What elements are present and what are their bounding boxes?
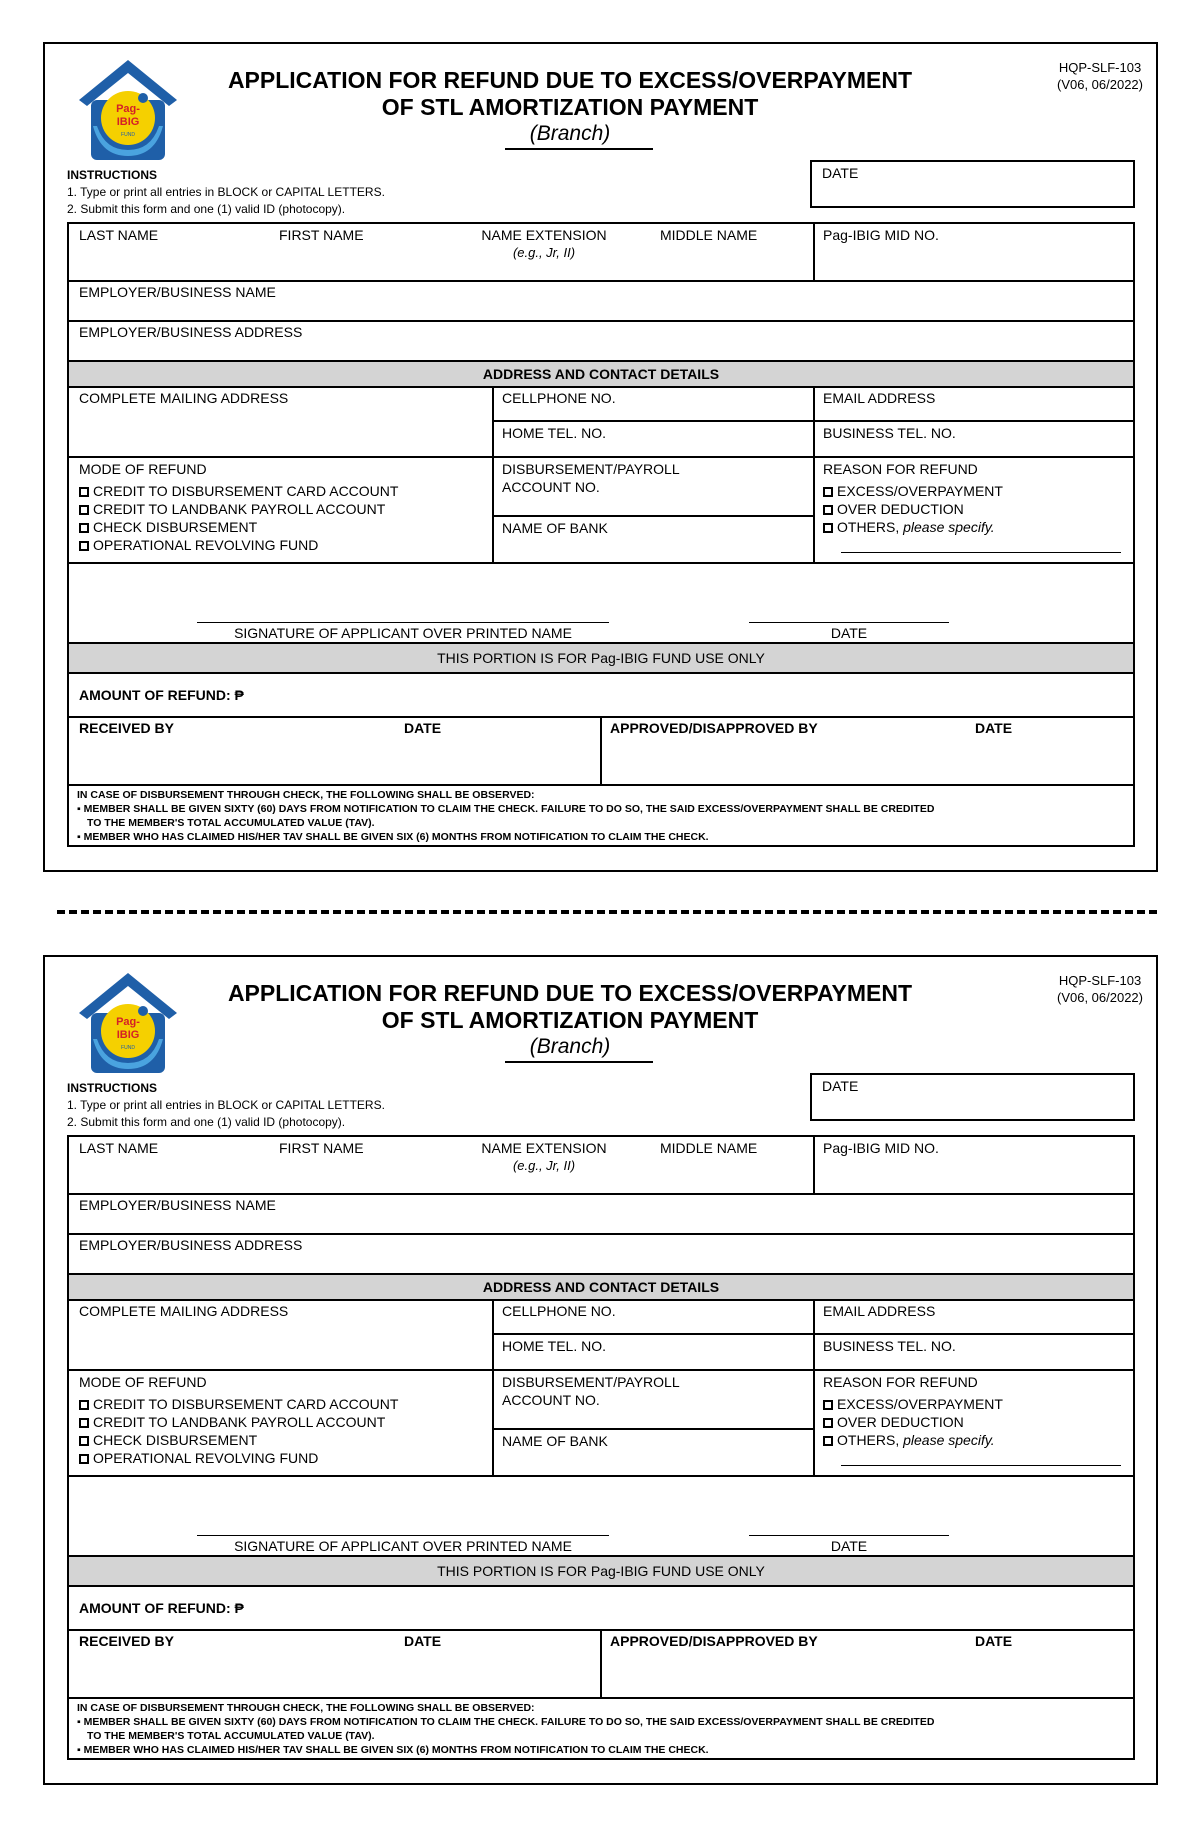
- fund-use-only-header: THIS PORTION IS FOR Pag-IBIG FUND USE ONLY: [69, 644, 1133, 672]
- employer-name-field[interactable]: EMPLOYER/BUSINESS NAME: [79, 1197, 276, 1213]
- form-code: HQP-SLF-103 (V06, 06/2022): [1056, 973, 1143, 1005]
- employer-name-field[interactable]: EMPLOYER/BUSINESS NAME: [79, 284, 276, 300]
- checkbox-icon[interactable]: [79, 523, 89, 533]
- checkbox-icon[interactable]: [79, 1454, 89, 1464]
- employer-address-field[interactable]: EMPLOYER/BUSINESS ADDRESS: [79, 324, 303, 340]
- mailing-address-field[interactable]: COMPLETE MAILING ADDRESS: [79, 1303, 289, 1319]
- mode-option[interactable]: CREDIT TO DISBURSEMENT CARD ACCOUNT: [79, 1395, 398, 1413]
- mid-no-field[interactable]: Pag-IBIG MID NO.: [823, 1140, 939, 1156]
- mailing-address-field[interactable]: COMPLETE MAILING ADDRESS: [79, 390, 289, 406]
- others-specify-line[interactable]: [841, 552, 1121, 553]
- disbursement-account-field[interactable]: DISBURSEMENT/PAYROLL ACCOUNT NO.: [502, 1374, 680, 1408]
- pag-ibig-logo-icon: [73, 56, 183, 164]
- reason-option-others[interactable]: OTHERS, please specify.: [823, 518, 995, 536]
- bank-name-field[interactable]: NAME OF BANK: [502, 520, 608, 536]
- cellphone-field[interactable]: CELLPHONE NO.: [502, 390, 616, 406]
- date-field[interactable]: DATE: [810, 160, 1135, 208]
- reason-option[interactable]: EXCESS/OVERPAYMENT: [823, 1395, 1003, 1413]
- checkbox-icon[interactable]: [79, 1418, 89, 1428]
- svg-text:Pag-: Pag-: [116, 103, 140, 115]
- mode-option[interactable]: OPERATIONAL REVOLVING FUND: [79, 1449, 318, 1467]
- email-field[interactable]: EMAIL ADDRESS: [823, 1303, 936, 1319]
- name-extension-field[interactable]: NAME EXTENSION (e.g., Jr, II): [481, 227, 607, 260]
- check-disbursement-notice: IN CASE OF DISBURSEMENT THROUGH CHECK, THE FOLLOWING SHALL BE OBSERVED: ▪ MEMBER SHALL BE GIVEN SIXTY (60) DAYS FROM NOTIFICATION TO CLAIM THE CHECK. FAILURE TO DO SO, THE SAID EXCESS/OVERPAYMENT SHALL BE CREDITED TO THE MEMBER'S TOTAL ACCUMULATED VALUE (TAV). ▪ MEMBER WHO HAS CLAIMED HIS/HER TAV SHALL BE GIVEN SIX (6) MONTHS FROM NOTIFICATION TO CLAIM THE CHECK.: [77, 789, 935, 843]
- address-section-header: ADDRESS AND CONTACT DETAILS: [69, 1275, 1133, 1299]
- mode-option[interactable]: CREDIT TO DISBURSEMENT CARD ACCOUNT: [79, 482, 398, 500]
- mode-of-refund-label: MODE OF REFUND: [79, 461, 207, 477]
- date-field[interactable]: DATE: [810, 1073, 1135, 1121]
- signature-date-line[interactable]: [749, 1535, 949, 1536]
- checkbox-icon[interactable]: [823, 505, 833, 515]
- signature-date-line[interactable]: [749, 622, 949, 623]
- employer-address-field[interactable]: EMPLOYER/BUSINESS ADDRESS: [79, 1237, 303, 1253]
- branch-line[interactable]: [505, 1061, 653, 1063]
- branch-line[interactable]: [505, 148, 653, 150]
- svg-text:FUND: FUND: [121, 132, 135, 138]
- check-disbursement-notice: IN CASE OF DISBURSEMENT THROUGH CHECK, THE FOLLOWING SHALL BE OBSERVED: ▪ MEMBER SHALL BE GIVEN SIXTY (60) DAYS FROM NOTIFICATION TO CLAIM THE CHECK. FAILURE TO DO SO, THE SAID EXCESS/OVERPAYMENT SHALL BE CREDITED TO THE MEMBER'S TOTAL ACCUMULATED VALUE (TAV). ▪ MEMBER WHO HAS CLAIMED HIS/HER TAV SHALL BE GIVEN SIX (6) MONTHS FROM NOTIFICATION TO CLAIM THE CHECK.: [77, 1702, 935, 1756]
- checkbox-icon[interactable]: [79, 1436, 89, 1446]
- svg-text:Pag-: Pag-: [116, 1016, 140, 1028]
- checkbox-icon[interactable]: [79, 505, 89, 515]
- mode-of-refund-label: MODE OF REFUND: [79, 1374, 207, 1390]
- svg-text:IBIG: IBIG: [116, 116, 140, 128]
- checkbox-icon[interactable]: [79, 541, 89, 551]
- branch-label: (Branch): [529, 1035, 611, 1058]
- pag-ibig-logo-icon: [73, 969, 183, 1077]
- business-tel-field[interactable]: BUSINESS TEL. NO.: [823, 425, 956, 441]
- reason-for-refund-label: REASON FOR REFUND: [823, 1374, 978, 1390]
- cellphone-field[interactable]: CELLPHONE NO.: [502, 1303, 616, 1319]
- received-by-field[interactable]: RECEIVED BY: [79, 720, 174, 736]
- checkbox-icon[interactable]: [823, 487, 833, 497]
- instructions: INSTRUCTIONS 1. Type or print all entries in BLOCK or CAPITAL LETTERS. 2. Submit this form and one (1) valid ID (photocopy).: [67, 1081, 385, 1129]
- mode-option[interactable]: OPERATIONAL REVOLVING FUND: [79, 536, 318, 554]
- received-date-field[interactable]: DATE: [404, 1633, 442, 1649]
- business-tel-field[interactable]: BUSINESS TEL. NO.: [823, 1338, 956, 1354]
- signature-date-label: DATE: [830, 625, 868, 641]
- checkbox-icon[interactable]: [823, 1418, 833, 1428]
- last-name-field[interactable]: LAST NAME: [79, 1140, 159, 1156]
- home-tel-field[interactable]: HOME TEL. NO.: [502, 1338, 606, 1354]
- mode-option[interactable]: CREDIT TO LANDBANK PAYROLL ACCOUNT: [79, 500, 385, 518]
- form-grid: [67, 222, 1135, 847]
- received-by-field[interactable]: RECEIVED BY: [79, 1633, 174, 1649]
- signature-label: SIGNATURE OF APPLICANT OVER PRINTED NAME: [234, 1538, 572, 1554]
- email-field[interactable]: EMAIL ADDRESS: [823, 390, 936, 406]
- signature-line[interactable]: [197, 622, 609, 623]
- tear-line: [57, 910, 1157, 914]
- signature-label: SIGNATURE OF APPLICANT OVER PRINTED NAME: [234, 625, 572, 641]
- reason-option[interactable]: OVER DEDUCTION: [823, 1413, 964, 1431]
- form-grid: [67, 1135, 1135, 1760]
- form-title: APPLICATION FOR REFUND DUE TO EXCESS/OVERPAYMENT OF STL AMORTIZATION PAYMENT: [227, 980, 913, 1033]
- name-extension-field[interactable]: NAME EXTENSION (e.g., Jr, II): [481, 1140, 607, 1173]
- approved-by-field[interactable]: APPROVED/DISAPPROVED BY: [610, 1633, 818, 1649]
- middle-name-field[interactable]: MIDDLE NAME: [660, 1140, 758, 1156]
- approved-date-field[interactable]: DATE: [975, 720, 1013, 736]
- amount-of-refund-field[interactable]: AMOUNT OF REFUND: ₱: [79, 687, 244, 703]
- mid-no-field[interactable]: Pag-IBIG MID NO.: [823, 227, 939, 243]
- fund-use-only-header: THIS PORTION IS FOR Pag-IBIG FUND USE ONLY: [69, 1557, 1133, 1585]
- first-name-field[interactable]: FIRST NAME: [279, 1140, 364, 1156]
- reason-option[interactable]: EXCESS/OVERPAYMENT: [823, 482, 1003, 500]
- signature-date-label: DATE: [830, 1538, 868, 1554]
- svg-text:IBIG: IBIG: [116, 1029, 140, 1041]
- reason-option-others[interactable]: OTHERS, please specify.: [823, 1431, 995, 1449]
- mode-option[interactable]: CREDIT TO LANDBANK PAYROLL ACCOUNT: [79, 1413, 385, 1431]
- signature-line[interactable]: [197, 1535, 609, 1536]
- instructions: INSTRUCTIONS 1. Type or print all entries in BLOCK or CAPITAL LETTERS. 2. Submit this form and one (1) valid ID (photocopy).: [67, 168, 385, 216]
- form-code: HQP-SLF-103 (V06, 06/2022): [1056, 60, 1143, 92]
- form-title: APPLICATION FOR REFUND DUE TO EXCESS/OVERPAYMENT OF STL AMORTIZATION PAYMENT: [227, 67, 913, 120]
- mode-option[interactable]: CHECK DISBURSEMENT: [79, 1431, 257, 1449]
- disbursement-account-field[interactable]: DISBURSEMENT/PAYROLL ACCOUNT NO.: [502, 461, 680, 495]
- approved-date-field[interactable]: DATE: [975, 1633, 1013, 1649]
- branch-label: (Branch): [529, 122, 611, 145]
- bank-name-field[interactable]: NAME OF BANK: [502, 1433, 608, 1449]
- checkbox-icon[interactable]: [823, 1400, 833, 1410]
- approved-by-field[interactable]: APPROVED/DISAPPROVED BY: [610, 720, 818, 736]
- mode-option[interactable]: CHECK DISBURSEMENT: [79, 518, 257, 536]
- middle-name-field[interactable]: MIDDLE NAME: [660, 227, 758, 243]
- checkbox-icon[interactable]: [823, 523, 833, 533]
- svg-text:FUND: FUND: [121, 1045, 135, 1051]
- checkbox-icon[interactable]: [79, 1400, 89, 1410]
- refund-form-copy-1: [43, 42, 1158, 872]
- home-tel-field[interactable]: HOME TEL. NO.: [502, 425, 606, 441]
- amount-of-refund-field[interactable]: AMOUNT OF REFUND: ₱: [79, 1600, 244, 1616]
- checkbox-icon[interactable]: [79, 487, 89, 497]
- reason-option[interactable]: OVER DEDUCTION: [823, 500, 964, 518]
- last-name-field[interactable]: LAST NAME: [79, 227, 159, 243]
- first-name-field[interactable]: FIRST NAME: [279, 227, 364, 243]
- received-date-field[interactable]: DATE: [404, 720, 442, 736]
- others-specify-line[interactable]: [841, 1465, 1121, 1466]
- address-section-header: ADDRESS AND CONTACT DETAILS: [69, 362, 1133, 386]
- checkbox-icon[interactable]: [823, 1436, 833, 1446]
- refund-form-copy-2: [43, 955, 1158, 1785]
- reason-for-refund-label: REASON FOR REFUND: [823, 461, 978, 477]
